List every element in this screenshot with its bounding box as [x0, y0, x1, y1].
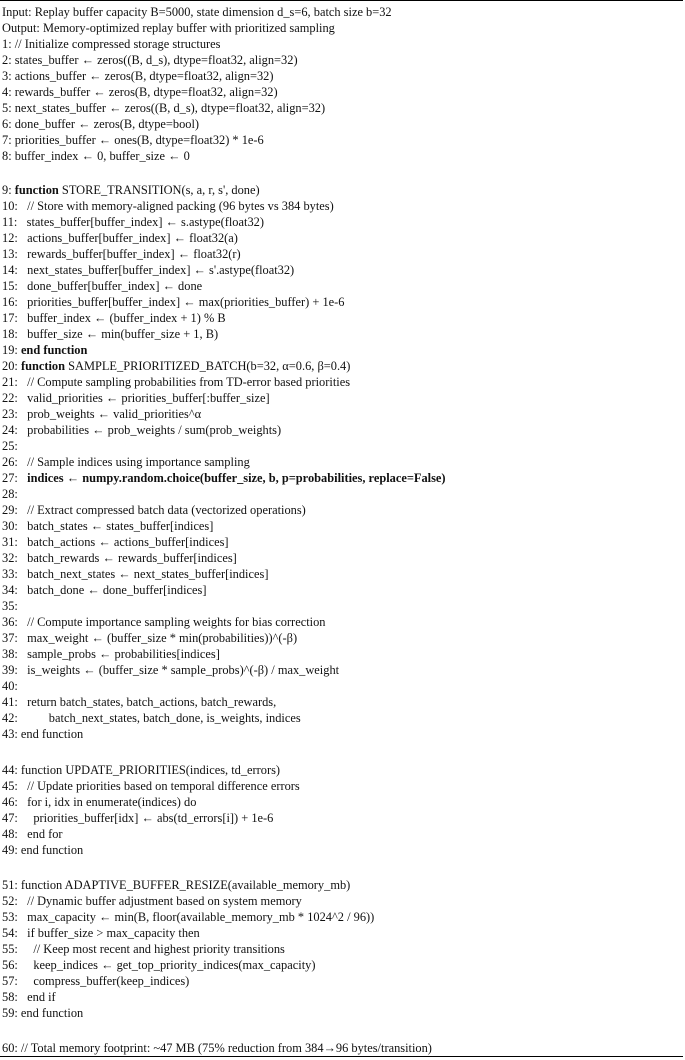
algorithm-line: 47: priorities_buffer[idx] ← abs(td_errors[i]) + 1e-6: [2, 811, 274, 825]
algorithm-line: 25:: [2, 439, 18, 453]
algorithm-line: 2: states_buffer ← zeros((B, d_s), dtype=float32, align=32): [2, 53, 298, 67]
algorithm-line: 42: batch_next_states, batch_done, is_weights, indices: [2, 711, 301, 725]
algorithm-line: 36: // Compute importance sampling weights for bias correction: [2, 615, 326, 629]
algorithm-line: 43: end function: [2, 727, 84, 741]
algorithm-line: 26: // Sample indices using importance sampling: [2, 455, 250, 469]
algorithm-line: 53: max_capacity ← min(B, floor(available_memory_mb * 1024^2 / 96)): [2, 910, 375, 924]
algorithm-line: 46: for i, idx in enumerate(indices) do: [2, 795, 197, 809]
algorithm-line: 37: max_weight ← (buffer_size * min(probabilities))^(-β): [2, 631, 298, 645]
algorithm-line: 31: batch_actions ← actions_buffer[indices]: [2, 535, 229, 549]
algorithm-line: 5: next_states_buffer ← zeros((B, d_s), dtype=float32, align=32): [2, 101, 326, 115]
line-number: 9:: [2, 183, 15, 197]
algorithm-line: 16: priorities_buffer[buffer_index] ← max(priorities_buffer) + 1e-6: [2, 295, 345, 309]
keyword: indices ← numpy.random.choice(buffer_size, b, p=probabilities, replace=False): [27, 471, 446, 485]
algorithm-line: 34: batch_done ← done_buffer[indices]: [2, 583, 207, 597]
algorithm-line: 8: buffer_index ← 0, buffer_size ← 0: [2, 149, 190, 163]
algorithm-line: 48: end for: [2, 827, 63, 841]
algorithm-line: 29: // Extract compressed batch data (vectorized operations): [2, 503, 306, 517]
algorithm-line: 40:: [2, 679, 18, 693]
algorithm-line: 58: end if: [2, 990, 56, 1004]
algorithm-line: 7: priorities_buffer ← ones(B, dtype=float32) * 1e-6: [2, 133, 264, 147]
algorithm-line: 54: if buffer_size > max_capacity then: [2, 926, 200, 940]
algorithm-line: [2, 343, 87, 357]
algorithm-line: 1: // Initialize compressed storage structures: [2, 37, 221, 51]
algorithm-line: [2, 359, 350, 373]
algorithm-line: Output: Memory-optimized replay buffer with prioritized sampling: [2, 21, 335, 35]
algorithm-line: 57: compress_buffer(keep_indices): [2, 974, 190, 988]
algorithm-line: 35:: [2, 599, 18, 613]
algorithm-line: 52: // Dynamic buffer adjustment based on system memory: [2, 894, 302, 908]
algorithm-line: 3: actions_buffer ← zeros(B, dtype=float32, align=32): [2, 69, 274, 83]
algorithm-line: 30: batch_states ← states_buffer[indices]: [2, 519, 214, 533]
algorithm-line: 33: batch_next_states ← next_states_buffer[indices]: [2, 567, 269, 581]
algorithm-line: 28:: [2, 487, 18, 501]
line-text: STORE_TRANSITION(s, a, r, s', done): [58, 183, 260, 197]
algorithm-line: 4: rewards_buffer ← zeros(B, dtype=float32, align=32): [2, 85, 278, 99]
algorithm-line: 51: function ADAPTIVE_BUFFER_RESIZE(available_memory_mb): [2, 878, 351, 892]
algorithm-line: 13: rewards_buffer[buffer_index] ← float32(r): [2, 247, 241, 261]
algorithm-line: 23: prob_weights ← valid_priorities^α: [2, 407, 202, 421]
algorithm-line: 11: states_buffer[buffer_index] ← s.astype(float32): [2, 215, 264, 229]
line-number: 19:: [2, 343, 21, 357]
algorithm-line: 56: keep_indices ← get_top_priority_indices(max_capacity): [2, 958, 316, 972]
keyword: function: [20, 359, 66, 373]
algorithm-line: 44: function UPDATE_PRIORITIES(indices, td_errors): [2, 763, 281, 777]
line-text: SAMPLE_PRIORITIZED_BATCH(b=32, α=0.6, β=0.4): [65, 359, 351, 373]
algorithm-line: 17: buffer_index ← (buffer_index + 1) % B: [2, 311, 226, 325]
algorithm-line: [2, 471, 446, 485]
algorithm-line: 14: next_states_buffer[buffer_index] ← s'.astype(float32): [2, 263, 295, 277]
algorithm-line: 12: actions_buffer[buffer_index] ← float32(a): [2, 231, 238, 245]
algorithm-line: 60: // Total memory footprint: ~47 MB (75% reduction from 384→96 bytes/transition): [2, 1041, 432, 1055]
keyword: function: [14, 183, 59, 197]
algorithm-line: [2, 183, 260, 197]
algorithm-line: 21: // Compute sampling probabilities from TD-error based priorities: [2, 375, 351, 389]
algorithm-line: 59: end function: [2, 1006, 84, 1020]
algorithm-line: 15: done_buffer[buffer_index] ← done: [2, 279, 203, 293]
algorithm-line: 49: end function: [2, 843, 84, 857]
algorithm-line: 18: buffer_size ← min(buffer_size + 1, B): [2, 327, 219, 341]
algorithm-line: 55: // Keep most recent and highest priority transitions: [2, 942, 285, 956]
algorithm-line: 45: // Update priorities based on temporal difference errors: [2, 779, 300, 793]
algorithm-line: 32: batch_rewards ← rewards_buffer[indices]: [2, 551, 237, 565]
algorithm-line: 39: is_weights ← (buffer_size * sample_probs)^(-β) / max_weight: [2, 663, 340, 677]
algorithm-line: 24: probabilities ← prob_weights / sum(prob_weights): [2, 423, 282, 437]
algorithm-line: 10: // Store with memory-aligned packing (96 bytes vs 384 bytes): [2, 199, 334, 213]
keyword: end function: [20, 343, 88, 357]
algorithm-line: 22: valid_priorities ← priorities_buffer[:buffer_size]: [2, 391, 270, 405]
algorithm-line: 6: done_buffer ← zeros(B, dtype=bool): [2, 117, 200, 131]
line-number: 27:: [2, 471, 28, 485]
line-number: 20:: [2, 359, 21, 373]
algorithm-line: 38: sample_probs ← probabilities[indices]: [2, 647, 220, 661]
algorithm-line: 41: return batch_states, batch_actions, batch_rewards,: [2, 695, 277, 709]
algorithm-line: Input: Replay buffer capacity B=5000, state dimension d_s=6, batch size b=32: [2, 5, 392, 19]
